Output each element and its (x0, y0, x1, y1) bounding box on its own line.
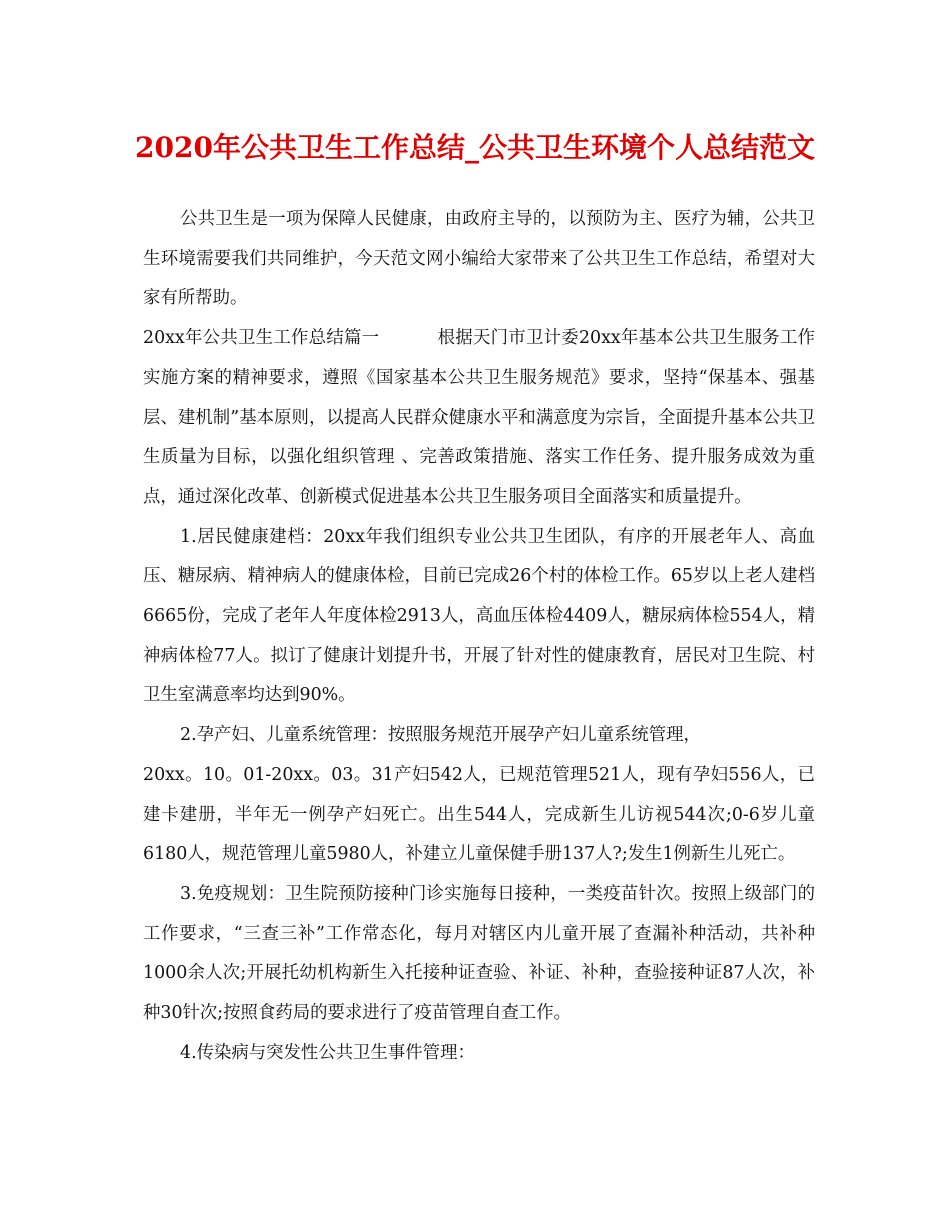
item-immunization: 3.免疫规划：卫生院预防接种门诊实施每日接种，一类疫苗针次。按照上级部门的工作要求，“三查三补”工作常态化，每月对辖区内儿童开展了查漏补种活动，共补种1000余人次;开展托幼机构新生入托接种证查验、补证、补种，查验接种证87人次，补种30针次;按照食药局的要求进行了疫苗管理自查工作。 (143, 883, 815, 1024)
document-body (143, 200, 815, 1073)
section-body: 根据天门市卫计委20xx年基本公共卫生服务工作实施方案的精神要求，遵照《国家基本公共卫生服务规范》要求，坚持“保基本、强基层、建机制”基本原则，以提高人民群众健康水平和满意度为宗旨，全面提升基本公共卫生质量为目标，以强化组织管理 、完善政策措施、落实工作任务、提升服务成效为重点，通过深化改革、创新模式促进基本公共卫生服务项目全面落实和质量提升。 (143, 328, 816, 507)
section-label: 20xx年公共卫生工作总结篇一 (143, 328, 380, 349)
item-maternal-child-details: 20xx。10。01-20xx。03。31产妇542人，已规范管理521人，现有孕妇556人，已建卡建册，半年无一例孕产妇死亡。出生544人，完成新生儿访视544次;0-6岁儿童6180人，规范管理儿童5980人，补建立儿童保健手册137人?;发生1例新生儿死亡。 (143, 764, 815, 865)
item-maternal-child-heading: 2.孕产妇、儿童系统管理：按照服务规范开展孕产妇儿童系统管理， (180, 725, 701, 746)
item-health-records: 1.居民健康建档：20xx年我们组织专业公共卫生团队，有序的开展老年人、高血压、糖尿病、精神病人的健康体检，目前已完成26个村的体检工作。65岁以上老人建档6665份，完成了老年人年度体检2913人，高血压体检4409人，糖尿病体检554人，精神病体检77人。拟订了健康计划提升书，开展了针对性的健康教育，居民对卫生院、村卫生室满意率均达到90%。 (143, 526, 815, 706)
section-paragraph (143, 319, 815, 518)
item-infectious-disease: 4.传染病与突发性公共卫生事件管理： (180, 1042, 475, 1063)
document-title: 2020年公共卫生工作总结_公共卫生环境个人总结范文 (135, 131, 815, 164)
intro-paragraph: 公共卫生是一项为保障人民健康，由政府主导的，以预防为主、医疗为辅，公共卫生环境需要我们共同维护，今天范文网小编给大家带来了公共卫生工作总结，希望对大家有所帮助。 (143, 209, 815, 309)
